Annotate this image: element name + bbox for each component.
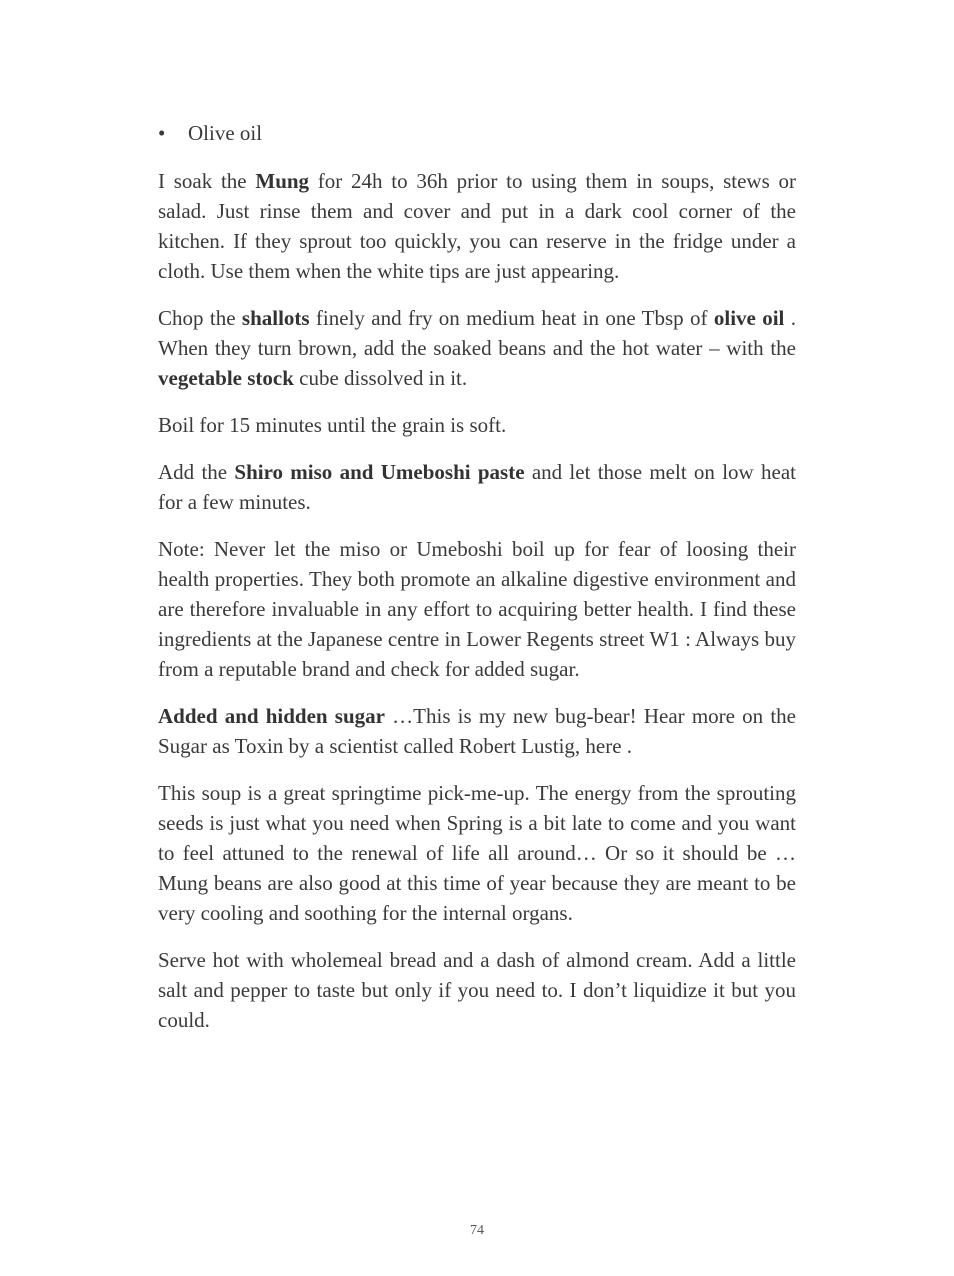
paragraph-serve: Serve hot with wholemeal bread and a dash of almond cream. Add a little salt and pepper to taste but only if you need to. I don’t liquidize it but you could. bbox=[158, 948, 796, 1032]
paragraph-springtime: This soup is a great springtime pick-me-up. The energy from the sprouting seeds is just what you need when Spring is a bit late to come and you want to feel attuned to the renewal of life all around… Or so it should be … Mung beans are also good at this time of year because they are meant to be very cooling and soothing for the internal organs. bbox=[158, 781, 796, 925]
ingredient-text: Olive oil bbox=[188, 121, 263, 145]
bold-hidden-sugar: Added and hidden sugar bbox=[158, 704, 385, 728]
paragraph-soaking: I soak the Mung for 24h to 36h prior to using them in soups, stews or salad. Just rinse them and cover and put in a dark cool corner of the kitchen. If they sprout too quickly, you can reserve in the fridge under a cloth. Use them when the white tips are just appearing. bbox=[158, 169, 796, 283]
paragraph-note: Note: Never let the miso or Umeboshi boil up for fear of loosing their health properties. They both promote an alkaline digestive environment and are therefore invaluable in any effort to acquiring better health. I find these ingredients at the Japanese centre in Lower Regents street W1 : Always buy from a reputable brand and check for added sugar. bbox=[158, 537, 796, 681]
bold-miso-paste: Shiro miso and Umeboshi paste bbox=[234, 460, 525, 484]
page-content bbox=[158, 118, 796, 1052]
paragraph-chop: Chop the shallots finely and fry on medium heat in one Tbsp of olive oil . When they turn brown, add the soaked beans and the hot water – with the vegetable stock cube dissolved in it. bbox=[158, 306, 797, 390]
bold-shallots: shallots bbox=[241, 306, 310, 330]
paragraph-boil: Boil for 15 minutes until the grain is soft. bbox=[158, 413, 507, 437]
bold-olive-oil: olive oil bbox=[713, 306, 785, 330]
paragraph-hidden-sugar: Added and hidden sugar …This is my new bug-bear! Hear more on the Sugar as Toxin by a scientist called Robert Lustig, here . bbox=[158, 704, 797, 758]
bold-mung: Mung bbox=[255, 169, 310, 193]
paragraph-add-miso: Add the Shiro miso and Umeboshi paste and let those melt on low heat for a few minutes. bbox=[158, 460, 796, 514]
ingredient-list-item bbox=[158, 118, 796, 148]
page-number: 74 bbox=[470, 1223, 484, 1238]
bullet-icon: • bbox=[158, 121, 166, 145]
bold-vegetable-stock: vegetable stock bbox=[158, 366, 294, 390]
